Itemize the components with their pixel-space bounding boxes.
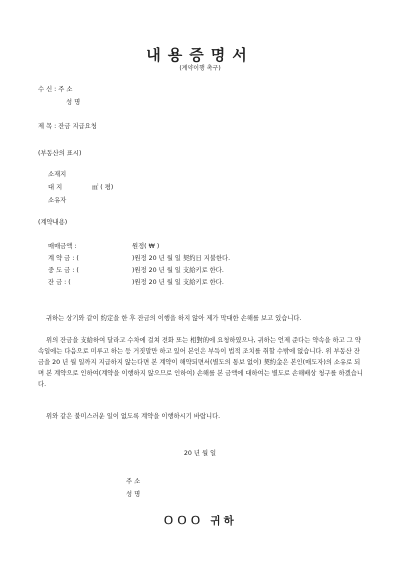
contract-row-label: 매매금액 : xyxy=(48,243,77,250)
recipient-name-label: 성 명 xyxy=(66,99,81,106)
body-paragraph: 위의 잔금을 支給하여 달라고 수차에 걸쳐 전화 또는 相對的에 요청하였으나, 귀하는 언제 준다는 약속을 하고 그 약속일에는 다음으로 미루고 하는 등 거짓말만 하고 있어 본인은 부득이 법적 조치를 취할 수밖에 없습니다. 위 부동산 잔금을 20 년 월 일까지 지급하지 않는다면 본 계약이 해약되면서(별도의 통보 없이) 契約金은 본인(매도자)의 소유로 되며 본 계약으로 인하여(계약을 이행하지 않으므로 인하여) 손해를 본 금액에 대하여는 별도로 손해배상 청구를 하겠습니다. xyxy=(38,337,363,388)
contract-row-value: 원정( ₩ ) xyxy=(132,243,160,250)
document-subtitle: (계약이행 촉구) xyxy=(179,65,221,72)
body-paragraph: 귀하는 상기와 같이 約定을 한 후 잔금의 이행을 하지 않아 제가 막대한 손해를 보고 있습니다. xyxy=(46,315,302,322)
property-land-area: ㎡ ( 평) xyxy=(92,184,114,191)
sender-name-label: 성 명 xyxy=(126,491,141,498)
property-owner-label: 소유자 xyxy=(48,197,67,204)
recipient-address-label: 수 신 : 주 소 xyxy=(38,86,73,93)
date-line: 20 년 월 일 xyxy=(183,450,217,457)
body-paragraph: 위와 같은 불미스러운 일이 없도록 계약을 이행하시기 바랍니다. xyxy=(46,413,221,420)
contract-row-value: )원정 20 년 월 일 支給키로 한다. xyxy=(132,279,224,286)
contract-row-value: )원정 20 년 월 일 契約日 지불한다. xyxy=(132,255,231,262)
contract-section-title: (계약내용) xyxy=(38,219,68,226)
property-land-label: 대 지 xyxy=(48,184,63,191)
closing-addressee: ＯＯＯ 귀하 xyxy=(163,515,237,527)
subject-line: 제 목 : 잔금 지급요청 xyxy=(38,123,97,130)
contract-row-value: )원정 20 년 월 일 支給키로 한다. xyxy=(132,267,224,274)
document-title: 내용증명서 xyxy=(146,46,254,64)
contract-row-label: 잔 금 : ( xyxy=(48,279,71,286)
contract-row-label: 중 도 금 : ( xyxy=(48,267,79,274)
contract-row-label: 계 약 금 : ( xyxy=(48,255,79,262)
property-section-title: (부동산의 표시) xyxy=(38,150,82,157)
property-location-label: 소재지 xyxy=(48,171,67,178)
sender-address-label: 주 소 xyxy=(126,478,141,485)
